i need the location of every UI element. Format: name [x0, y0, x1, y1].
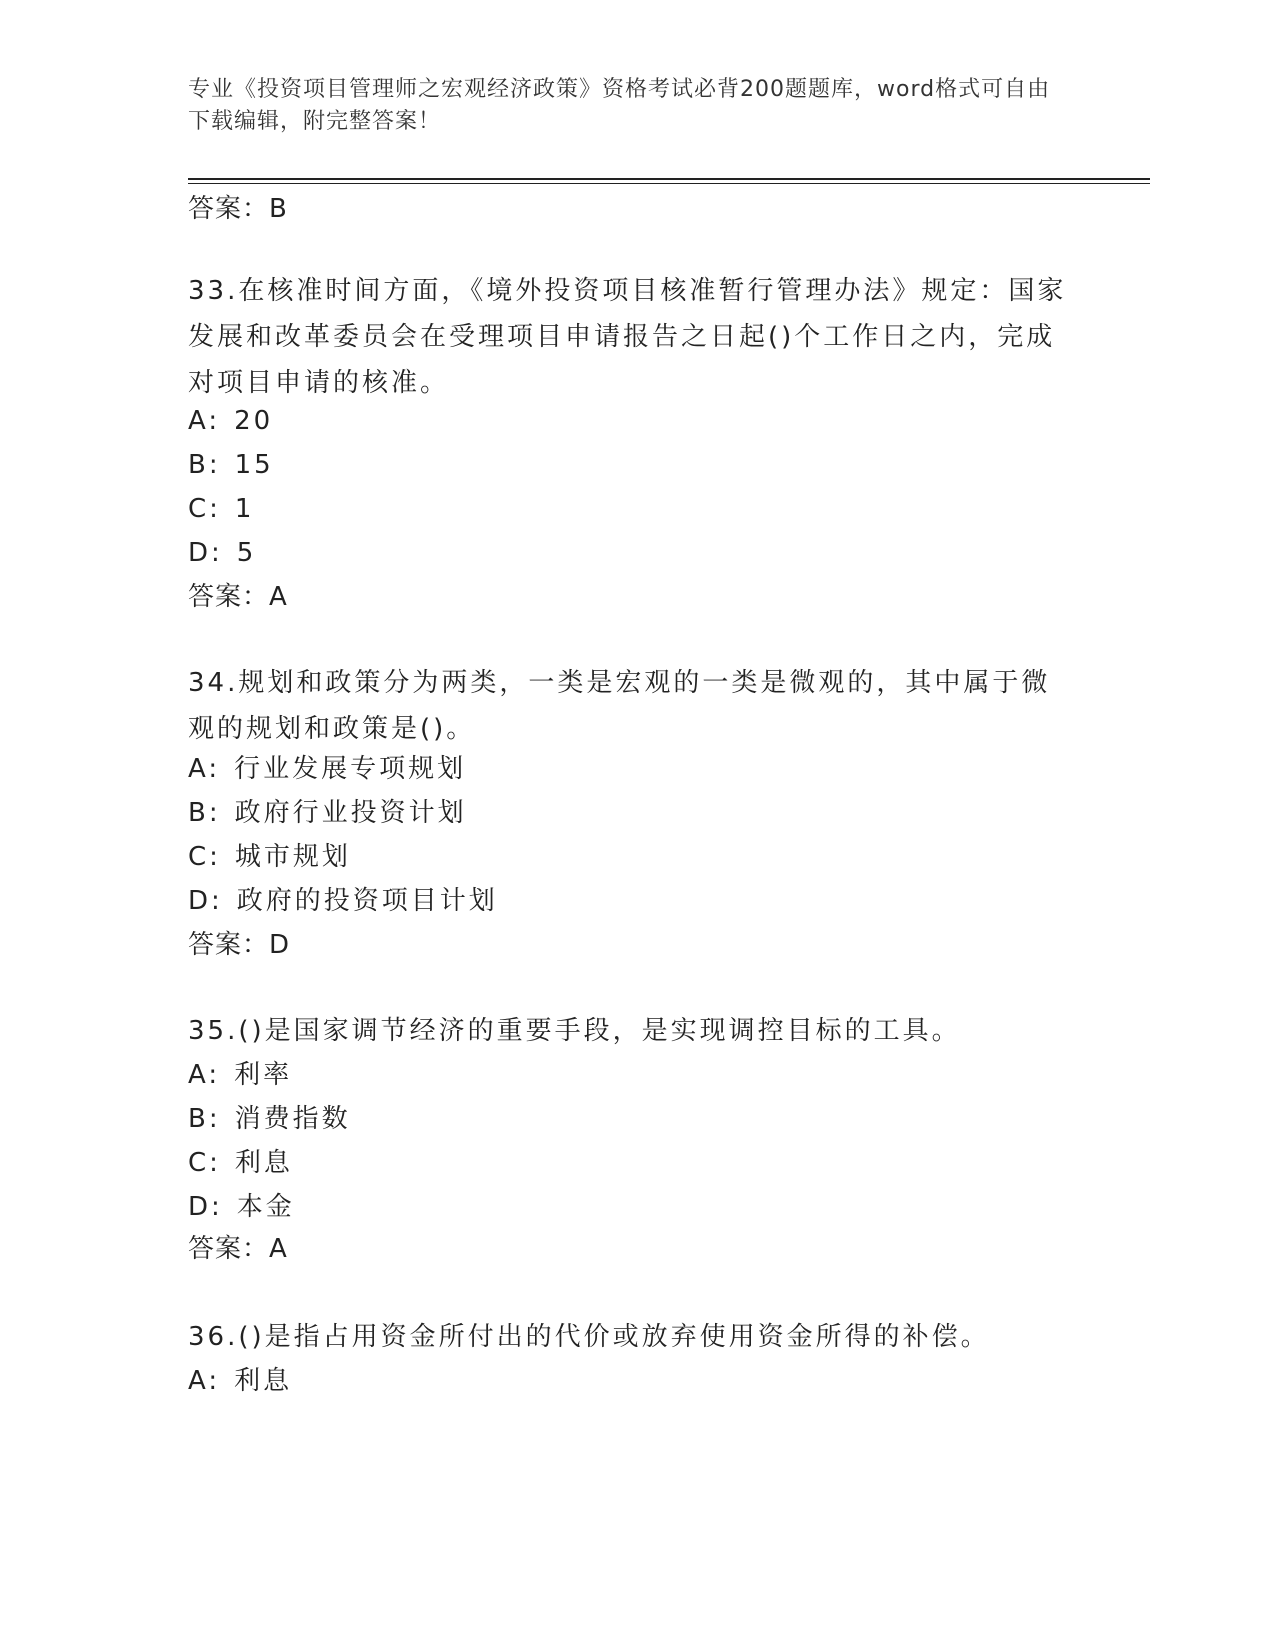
question-36-option-a	[188, 1358, 292, 1404]
question-34-option-d	[188, 878, 498, 924]
option-value: 利息	[234, 1148, 293, 1178]
option-value: 行业发展专项规划	[234, 754, 467, 784]
question-35-option-a	[188, 1052, 292, 1098]
option-key: C:	[188, 494, 221, 524]
option-value: 政府的投资项目计划	[236, 886, 498, 916]
option-value: 利息	[234, 1366, 293, 1396]
option-key: A:	[188, 1366, 221, 1396]
document-header: 专业《投资项目管理师之宏观经济政策》资格考试必背200题题库，word格式可自由下载编辑，附完整答案！	[188, 77, 1051, 134]
option-value: 利率	[234, 1060, 293, 1090]
option-value: 政府行业投资计划	[234, 798, 467, 828]
option-key: D:	[188, 538, 223, 568]
option-value: 5	[236, 538, 257, 568]
option-key: D:	[188, 1192, 223, 1222]
question-36-stem: 36.()是指占用资金所付出的代价或放弃使用资金所得的补偿。	[188, 1322, 990, 1352]
option-value: 本金	[236, 1192, 295, 1222]
question-33-option-c	[188, 486, 254, 532]
question-35-option-c	[188, 1140, 293, 1186]
option-key: B:	[188, 798, 221, 828]
question-34-stem: 34.规划和政策分为两类，一类是宏观的一类是微观的，其中属于微观的规划和政策是()。	[188, 668, 1051, 744]
option-key: A:	[188, 406, 221, 436]
question-33-option-a	[188, 398, 273, 444]
question-33-stem: 33.在核准时间方面，《境外投资项目核准暂行管理办法》规定：国家发展和改革委员会在受理项目申请报告之日起()个工作日之内，完成对项目申请的核准。	[188, 276, 1067, 398]
question-34-option-b	[188, 790, 467, 836]
question-34-answer: 答案：D	[188, 930, 291, 960]
question-34-option-c	[188, 834, 351, 880]
option-value: 消费指数	[234, 1104, 351, 1134]
question-33-option-b	[188, 442, 274, 488]
question-35-answer: 答案：A	[188, 1234, 288, 1264]
question-35-option-b	[188, 1096, 351, 1142]
option-key: D:	[188, 886, 223, 916]
question-33-option-d	[188, 530, 256, 576]
question-35-option-d	[188, 1184, 295, 1230]
question-35-stem: 35.()是国家调节经济的重要手段，是实现调控目标的工具。	[188, 1016, 961, 1046]
option-key: C:	[188, 1148, 221, 1178]
option-key: C:	[188, 842, 221, 872]
option-key: B:	[188, 450, 221, 480]
question-33-answer: 答案：A	[188, 582, 288, 612]
option-value: 1	[234, 494, 255, 524]
option-key: B:	[188, 1104, 221, 1134]
option-value: 15	[234, 450, 274, 480]
option-value: 20	[234, 406, 274, 436]
option-key: A:	[188, 754, 221, 784]
header-divider-thin	[188, 183, 1150, 184]
previous-answer: 答案：B	[188, 194, 288, 224]
header-divider-thick	[188, 178, 1150, 180]
question-34-option-a	[188, 746, 466, 792]
option-key: A:	[188, 1060, 221, 1090]
option-value: 城市规划	[234, 842, 351, 872]
